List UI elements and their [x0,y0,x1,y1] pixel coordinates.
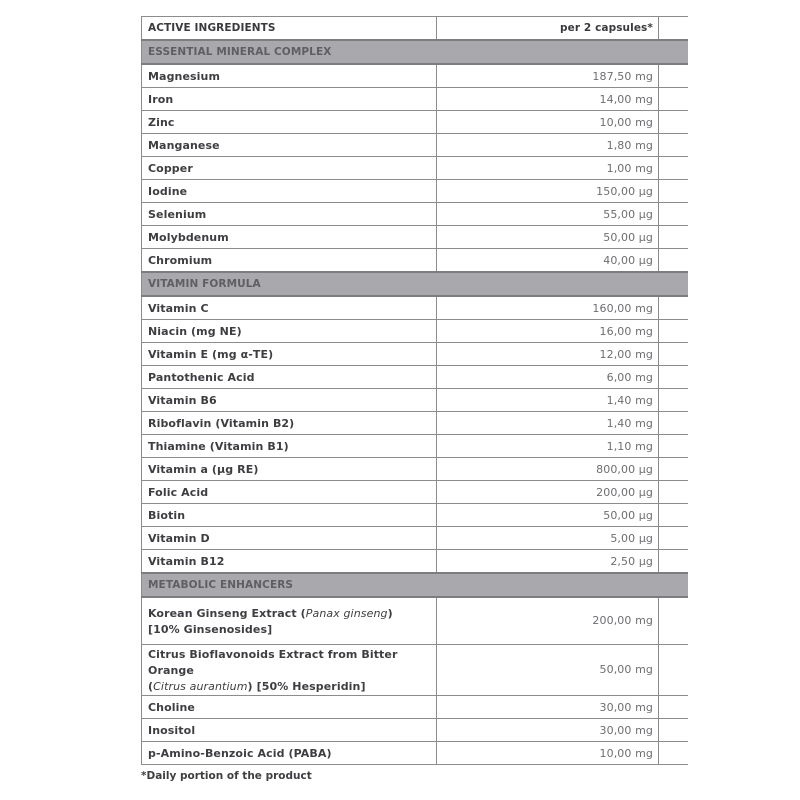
table-row [142,226,689,249]
ingredient-amount: 14,00 mg [437,88,659,111]
extra-column-cell [659,742,689,765]
extra-column-cell [659,17,689,41]
table-row [142,157,689,180]
ingredient-amount: 800,00 µg [437,458,659,481]
ingredient-amount: 12,00 mg [437,343,659,366]
ingredient-name: Vitamin B12 [142,550,437,574]
ingredient-name [142,597,437,645]
extra-column-cell [659,88,689,111]
ingredient-name: Manganese [142,134,437,157]
extra-column-cell [659,597,689,645]
section-header-metabolic [142,573,689,597]
extra-column-cell [659,296,689,320]
ingredient-name-text: Citrus Bioflavonoids Extract from Bitter Orange [148,648,398,677]
ingredient-name: Copper [142,157,437,180]
ingredient-name: Vitamin E (mg α-TE) [142,343,437,366]
ingredient-standardization: ) [50% Hesperidin] [247,680,366,693]
ingredient-name: Vitamin B6 [142,389,437,412]
ingredient-amount: 1,40 mg [437,412,659,435]
extra-column-cell [659,696,689,719]
ingredient-name: Iodine [142,180,437,203]
section-header-vitamins [142,272,689,296]
ingredient-name: p-Amino-Benzoic Acid (PABA) [142,742,437,765]
extra-column-cell [659,320,689,343]
table-row [142,481,689,504]
ingredient-name: Biotin [142,504,437,527]
ingredient-name-text: ( [148,680,154,693]
table-row [142,435,689,458]
ingredient-name: Vitamin C [142,296,437,320]
table-row [142,696,689,719]
table-row [142,249,689,273]
ingredient-amount: 5,00 µg [437,527,659,550]
extra-column-cell [659,504,689,527]
table-row [142,719,689,742]
extra-column-cell [659,645,689,696]
serving-size-header: per 2 capsules* [437,17,659,41]
table-row [142,458,689,481]
nutrition-table-container [141,16,688,765]
section-title: VITAMIN FORMULA [142,272,689,296]
ingredient-name: Folic Acid [142,481,437,504]
table-row [142,504,689,527]
extra-column-cell [659,226,689,249]
ingredient-amount: 30,00 mg [437,719,659,742]
nutrition-facts-table [141,16,688,765]
extra-column-cell [659,134,689,157]
table-row [142,645,689,696]
ingredient-name: Chromium [142,249,437,273]
ingredient-name [142,645,437,696]
table-row [142,134,689,157]
table-row [142,742,689,765]
table-row [142,203,689,226]
ingredient-name: Molybdenum [142,226,437,249]
table-row [142,527,689,550]
section-title: ESSENTIAL MINERAL COMPLEX [142,40,689,64]
extra-column-cell [659,719,689,742]
extra-column-cell [659,389,689,412]
ingredient-name: Inositol [142,719,437,742]
extra-column-cell [659,249,689,273]
section-header-minerals [142,40,689,64]
ingredient-name: Riboflavin (Vitamin B2) [142,412,437,435]
extra-column-cell [659,111,689,134]
table-row [142,88,689,111]
table-row [142,366,689,389]
ingredient-name: Choline [142,696,437,719]
ingredient-amount: 200,00 mg [437,597,659,645]
extra-column-cell [659,366,689,389]
ingredient-name: Niacin (mg NE) [142,320,437,343]
table-row [142,180,689,203]
extra-column-cell [659,527,689,550]
table-row [142,597,689,645]
table-row [142,111,689,134]
ingredient-amount: 40,00 µg [437,249,659,273]
ingredient-amount: 16,00 mg [437,320,659,343]
table-row [142,389,689,412]
extra-column-cell [659,412,689,435]
ingredient-latin-name: Panax ginseng [305,607,388,620]
ingredient-name: Selenium [142,203,437,226]
ingredient-amount: 10,00 mg [437,742,659,765]
extra-column-cell [659,203,689,226]
table-row [142,550,689,574]
extra-column-cell [659,550,689,574]
ingredient-name: Zinc [142,111,437,134]
extra-column-cell [659,180,689,203]
ingredient-latin-name: Citrus aurantium [153,680,248,693]
ingredient-amount: 150,00 µg [437,180,659,203]
footnote: *Daily portion of the product [141,770,312,782]
ingredient-amount: 1,00 mg [437,157,659,180]
ingredient-amount: 6,00 mg [437,366,659,389]
ingredient-amount: 50,00 µg [437,504,659,527]
ingredient-amount: 1,80 mg [437,134,659,157]
ingredient-name: Magnesium [142,64,437,88]
table-row [142,320,689,343]
ingredient-name: Thiamine (Vitamin B1) [142,435,437,458]
extra-column-cell [659,481,689,504]
ingredient-amount: 10,00 mg [437,111,659,134]
ingredient-amount: 55,00 µg [437,203,659,226]
ingredient-name: Vitamin D [142,527,437,550]
active-ingredients-header: ACTIVE INGREDIENTS [142,17,437,41]
extra-column-cell [659,458,689,481]
extra-column-cell [659,64,689,88]
ingredient-standardization: [10% Ginsenosides] [148,623,273,636]
table-row [142,64,689,88]
ingredient-amount: 200,00 µg [437,481,659,504]
ingredient-name-text: ) [387,607,393,620]
ingredient-amount: 1,40 mg [437,389,659,412]
extra-column-cell [659,435,689,458]
ingredient-name: Vitamin a (µg RE) [142,458,437,481]
ingredient-name: Pantothenic Acid [142,366,437,389]
ingredient-amount: 1,10 mg [437,435,659,458]
table-header-row [142,17,689,41]
section-title: METABOLIC ENHANCERS [142,573,689,597]
extra-column-cell [659,157,689,180]
ingredient-amount: 30,00 mg [437,696,659,719]
ingredient-amount: 50,00 mg [437,645,659,696]
table-row [142,296,689,320]
ingredient-amount: 50,00 µg [437,226,659,249]
table-row [142,412,689,435]
ingredient-amount: 160,00 mg [437,296,659,320]
ingredient-amount: 2,50 µg [437,550,659,574]
ingredient-amount: 187,50 mg [437,64,659,88]
ingredient-name-text: Korean Ginseng Extract ( [148,607,306,620]
table-row [142,343,689,366]
extra-column-cell [659,343,689,366]
ingredient-name: Iron [142,88,437,111]
